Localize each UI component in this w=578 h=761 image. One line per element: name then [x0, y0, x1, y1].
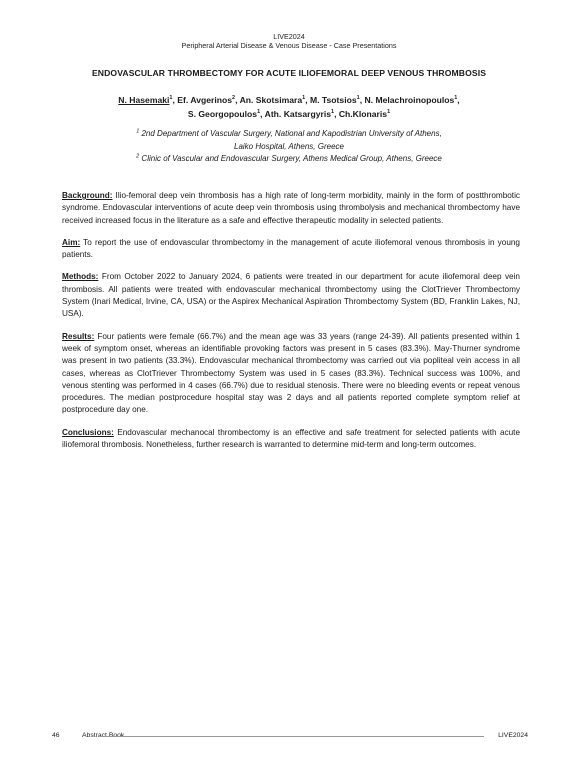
section-text: Ilio-femoral deep vein thrombosis has a high rate of long-term morbidity, mainly in the form of postthrombotic syndrome. Endovascular interventions of acute deep vein thrombosis using thrombolysis and mechanical thrombectomy have received increased focus in the literature as a safe and effective therapeutic modality in selected patients. — [62, 191, 520, 225]
author-affiliation-mark: 1 — [257, 109, 261, 116]
affiliation-text: Clinic of Vascular and Endovascular Surgery, Athens Medical Group, Athens, Greece — [141, 154, 442, 163]
running-header-section: Peripheral Arterial Disease & Venous Disease - Case Presentations — [181, 41, 397, 50]
section-text: From October 2022 to January 2024, 6 patients were treated in our department for acute iliofemoral deep vein thrombosis. All patients were treated with endovascular mechanical thrombectomy using the ClotTriever Thrombectomy System (Inari Medical, Irvine, CA, USA) or the Aspirex Mechanical Aspiration Thrombectomy System (BD, Franklin Lakes, NJ, USA). — [62, 272, 520, 319]
author-name: Ef. Avgerinos — [177, 95, 233, 105]
author-affiliation-mark: 1 — [302, 95, 306, 102]
section-text: Endovascular mechanocal thrombectomy is an effective and safe treatment for selected patients with acute iliofemoral thrombosis. Nonetheless, further research is warranted to determine mid-term and long-term outcomes. — [62, 427, 520, 450]
background-section — [62, 190, 520, 227]
footer-rule — [100, 736, 484, 737]
conclusions-section — [62, 427, 520, 452]
section-label: Aim: — [62, 237, 81, 247]
author-affiliation-mark: 2 — [232, 95, 236, 102]
author-name: S. Georgopoulos — [187, 109, 258, 119]
aim-section — [62, 237, 520, 262]
author-name: An. Skotsimara — [239, 95, 303, 105]
running-header-event: LIVE2024 — [273, 32, 305, 41]
methods-section — [62, 271, 520, 320]
author-affiliation-mark: 1 — [356, 95, 360, 102]
author-affiliation-mark: 1 — [454, 95, 458, 102]
author-name: N. Hasemaki — [118, 95, 170, 105]
section-label: Methods: — [62, 272, 99, 282]
author-name: N. Melachroinopoulos — [364, 95, 455, 105]
section-label: Background: — [62, 191, 113, 200]
author-name: Ath. Katsargyris — [264, 109, 331, 119]
abstract-title: ENDOVASCULAR THROMBECTOMY FOR ACUTE ILIOFEMORAL DEEP VENOUS THROMBOSIS — [91, 68, 487, 78]
section-label: Results: — [62, 331, 95, 341]
author-name: Ch.Klonaris — [338, 109, 388, 119]
affiliations — [60, 128, 518, 166]
section-text: To report the use of endovascular thrombectomy in the management of acute iliofemoral venous thrombosis in young patients. — [62, 237, 520, 260]
section-text: Four patients were female (66.7%) and the mean age was 33 years (range 24-39). All patients presented within 1 week of symptom onset, whereas an identifiable provoking factors was present in 5 cases (83.3%). May-Thurner syndrome was present in two patients (33.3%). Endovascular mechanical thrombectomy was carried out via popliteal vein access in all cases, whereas as ClotTriever Thrombectomy System was used in 5 cases (83.3%). Technical success was 100%, and venous stenting was performed in 4 cases (66.7%) due to residual stenosis. There were no bleeding events or repeat venous procedures. The median postprocedure hospital stay was 2 days and all patients reported complete symptom relief at postprocedure day one. — [62, 331, 520, 415]
results-section — [62, 331, 520, 417]
section-label: Conclusions: — [62, 427, 114, 437]
running-header — [0, 32, 578, 50]
author-affiliation-mark: 1 — [387, 109, 391, 116]
page-number: 46 — [52, 732, 60, 739]
footer-event: LIVE2024 — [498, 732, 528, 739]
affiliation-mark: 1 — [136, 128, 140, 135]
affiliation-text: Laiko Hospital, Athens, Greece — [234, 141, 344, 151]
author-affiliation-mark: 1 — [331, 109, 335, 116]
affiliation-mark: 2 — [136, 153, 140, 160]
affiliation-text: 2nd Department of Vascular Surgery, National and Kapodistrian University of Athens, — [141, 129, 442, 138]
abstract-body — [62, 190, 520, 461]
footer-book-title: Abstract Book — [82, 732, 125, 739]
author-affiliation-mark: 1 — [169, 95, 173, 102]
author-list: N. Hasemaki$^1$, Ef. Avgerinos$^2$, An. Skotsimara$^1$, M. Tsotsios$^1$, N. Melachroinopoulos$^1$, S. Georgopoulos$^1$, Ath. Katsargyris$^1$, Ch.Klonaris$^1$ — [118, 95, 460, 119]
author-name: M. Tsotsios — [309, 95, 357, 105]
page-footer — [52, 730, 528, 742]
